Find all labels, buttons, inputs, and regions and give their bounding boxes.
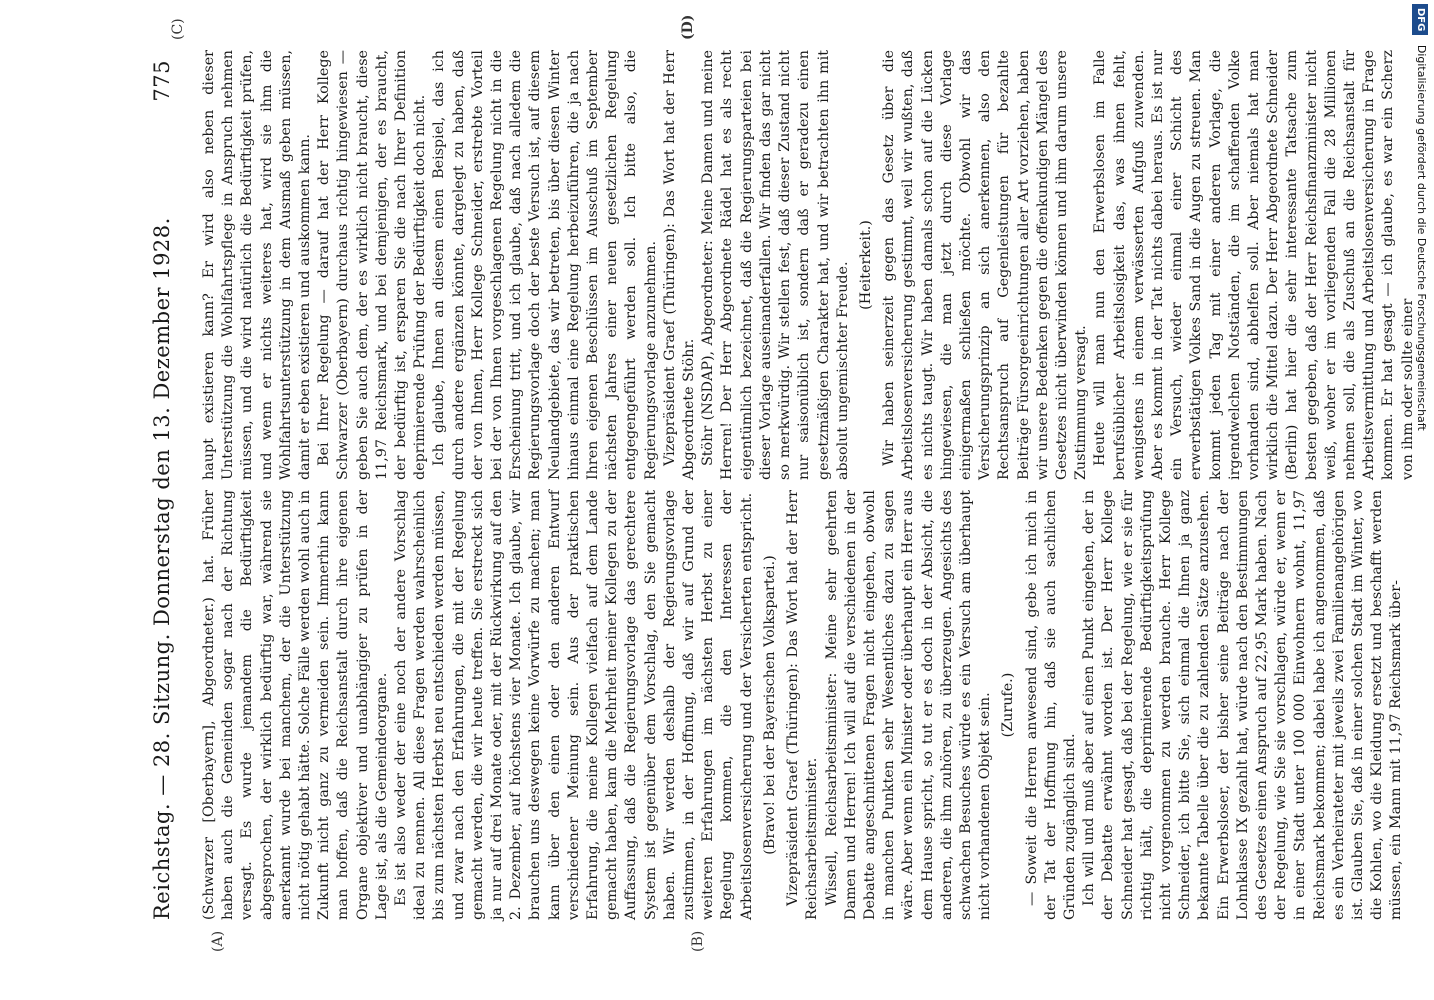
credit-text: Digitalisierung gefördert durch die Deutsche Forschungsgemeinschaft [1415, 44, 1428, 431]
left-paragraph-5: Ich will und muß aber auf einen Punkt eingehen, der in der Debatte erwähnt worden ist. Der Herr Kollege Schneider hat gesagt, daß bei der Regelung, wie er sie für richtig hält, die deprimierende Bedürftigkeitsprüfung nicht vorgenommen zu werden brauche. Herr Kollege Schneider, ich bitte Sie, sich einmal die Ihnen ja ganz bekannte Tabelle über die zu zahlenden Sätze anzusehen. Ein Erwerbsloser, der bisher seine Beiträge nach der Lohnklasse IX gezahlt hat, würde nach den Bestimmungen des Gesetzes einen Anspruch auf 22,95 Mark haben. Nach der Regelung, wie Sie sie vorschlagen, würde er, wenn er in einer Stadt unter 100 000 Einwohnern wohnt, 11,97 Reichsmark bekommen; dabei habe ich angenommen, daß es ein Verheirateter mit jeweils zwei Familienangehörigen ist. Glauben Sie, daß in einer solchen Stadt im Winter, wo die Kohlen, wo die Kleidung ersetzt und beschafft werden müssen, ein Mann mit 11,97 Reichsmark über- [1081, 490, 1405, 920]
page-number: 775 [150, 60, 174, 102]
left-paragraph-1: (Schwarzer [Oberbayern], Abgeordneter.) hat. Früher haben auch die Gemeinden sogar nach der Richtung versagt. Es wurde jemandem die Bedürftigkeit abgesprochen, der wirklich bedürftig war, während sie anerkannt wurde bei manchem, der die Unterstützung nicht nötig gehabt hätte. Solche Fälle werden wohl auch in Zukunft nicht ganz zu vermeiden sein. Immerhin kann man hoffen, daß die Reichsanstalt durch ihre eigenen Organe objektiver und unabhängiger zu prüfen in der Lage ist, als die Gemeindeorgane. [201, 490, 390, 920]
page-inner [70, 0, 1416, 1000]
right-paragraph-4: Stöhr (NSDAP), Abgeordneter: Meine Damen und meine Herren! Der Herr Abgeordnete Rädel hat es als recht eigentümlich bezeichnet, daß die Regierungsparteien bei dieser Vorlage auseinanderfallen. Wir finden das gar nicht so merkwürdig. Wir stellen fest, daß dieser Zustand nicht nur saisonüblich ist, sondern daß er geradezu einen gesetzmäßigen Charakter hat, und wir betrachten ihn mit absolut ungemischter Freude. [700, 50, 851, 480]
right-paragraph-1: haupt existieren kann? Er wird also neben dieser Unterstützung die Wohlfahrtspflege in Anspruch nehmen müssen, und die wird natürlich die Bedürftigkeit prüfen, und wenn er nichts weiteres hat, wird sie ihm die Wohlfahrtsunterstützung in dem Ausmaß geben müssen, damit er eben existieren und auskommen kann. [201, 50, 314, 480]
margin-mark-a: (A) [210, 930, 226, 952]
interjection-note: (Zurufe.) [1000, 672, 1017, 738]
left-paragraph-4: — Soweit die Herren anwesend sind, gebe ich mich in der Tat der Hoffnung hin, daß sie auch sachlichen Gründen zugänglich sind. [1023, 490, 1078, 920]
digitization-credit [1410, 4, 1432, 996]
president-remark-right: Vizepräsident Graef (Thüringen): Das Wort hat der Herr Abgeordnete Stöhr. [661, 50, 698, 480]
left-paragraph-3: Wissell, Reichsarbeitsminister: Meine sehr geehrten Damen und Herren! Ich will auf die verschiedenen in der Debatte angeschnittenen Fragen nicht eingehen, obwohl in manchen Punkten sehr Wesentliches dazu zu sagen wäre. Aber wenn ein Minister oder überhaupt ein Herr aus dem Hause spricht, so tut er es doch in der Absicht, die anderen, die ihm zuhören, zu überzeugen. Angesichts des schwachen Besuches würde es ein Versuch am überhaupt nicht vorhandenen Objekt sein. [823, 490, 994, 920]
right-paragraph-6: Heute will man nun den Erwerbslosen im Falle berufsüblicher Arbeitslosigkeit das, was ihnen fehlt, wenigstens in einem verwässerten Aufguß zuwenden. Aber es kommt in der Tat nichts dabei heraus. Es ist nur ein Versuch, wieder einmal einer Schicht des erwerbstätigen Volkes Sand in die Augen zu streuen. Man kommt jeden Tag mit einer anderen Vorlage, die irgendwelchen Notständen, die im schaffenden Volke vorhanden sind, abhelfen soll. Aber niemals hat man wirklich die Mittel dazu. Der Herr Abgeordnete Schneider (Berlin) hat hier die sehr interessante Tatsache zum besten gegeben, daß der Herr Reichsfinanzminister nicht weiß, woher er im vorliegenden Fall die 28 Millionen nehmen soll, die als Zuschuß an die Reichsanstalt für Arbeitsvermittlung und Arbeitslosenversicherung in Frage kommen. Er hat gesagt — ich glaube, es war ein Scherz von ihm oder sollte einer [1092, 50, 1416, 480]
credit-text-rotated [1410, 4, 1432, 996]
margin-mark-d: (D) [680, 14, 696, 40]
right-column [200, 50, 1416, 480]
dfg-logo-icon: DFG [1412, 4, 1428, 35]
running-header [150, 60, 190, 920]
laughter-note: (Heiterkeit.) [857, 220, 874, 310]
header-title: Reichstag. — 28. Sitzung. Donnerstag den 13. Dezember 1928. [150, 217, 174, 920]
rotated-scan-page [70, 0, 1416, 1000]
right-paragraph-5: Wir haben seinerzeit gegen das Gesetz über die Arbeitslosenversicherung gestimmt, weil wir wußten, daß es nichts taugt. Wir haben damals schon auf die Lücken hingewiesen, die man jetzt durch diese Vorlage einigermaßen schließen möchte. Obwohl wir das Versicherungsprinzip an sich anerkennen, also den Rechtsanspruch auf Gegenleistungen für bezahlte Beiträge Fürsorgeeinrichtungen aller Art vorziehen, haben wir unsere Bedenken gegen die offenkundigen Mängel des Gesetzes nicht überwinden können und ihm darum unsere Zustimmung versagt. [881, 50, 1090, 480]
margin-mark-b: (B) [690, 930, 706, 952]
left-column [200, 490, 1405, 920]
president-remark-left: Vizepräsident Graef (Thüringen): Das Wort hat der Herr Reichsarbeitsminister. [785, 490, 821, 920]
margin-mark-c: (C) [170, 18, 186, 40]
right-paragraph-2: Bei Ihrer Regelung — darauf hat der Herr Kollege Schwarzer (Oberbayern) durchaus richtig hingewiesen — geben Sie auch dem, der es wirklich nicht braucht, diese 11,97 Reichsmark, und bei demjenigen, der es braucht, der bedürftig ist, ersparen Sie die nach Ihrer Definition deprimierende Prüfung der Bedürftigkeit doch nicht. [316, 50, 429, 480]
applause-note: (Bravo! bei der Bayerischen Volkspartei.) [761, 555, 778, 855]
right-paragraph-3: Ich glaube, Ihnen an diesem einen Beispiel, das ich durch andere ergänzen könnte, dargelegt zu haben, daß der von Ihnen, Herr Kollege Schneider, erstrebte Vorteil bei der von Ihnen vorgeschlagenen Regelung nicht in die Erscheinung tritt, und ich glaube, daß nach alledem die Regierungsvorlage doch der beste Versuch ist, auf diesem Neulandgebiete, das wir betreten, bis über diesen Winter hinaus einmal eine Regelung herbeizuführen, die ja nach Ihren eigenen Beschlüssen im Ausschuß im September nächsten Jahres einer neuen gesetzlichen Regelung entgegengeführt werden soll. Ich bitte also, die Regierungsvorlage anzunehmen. [431, 50, 659, 480]
left-paragraph-2: Es ist also weder der eine noch der andere Vorschlag ideal zu nennen. All diese Fragen werden wahrscheinlich bis zum nächsten Herbst neu entschieden werden müssen, und zwar nach den Erfahrungen, die mit der Regelung gemacht werden, die wir heute treffen. Sie erstreckt sich ja nur auf drei Monate oder, mit der Rückwirkung auf den 2. Dezember, auf höchstens vier Monate. Ich glaube, wir brauchen uns deswegen keine Vorwürfe zu machen; man kann über den einen oder den anderen Entwurf verschiedener Meinung sein. Aus der praktischen Erfahrung, die meine Kollegen vielfach auf dem Lande gemacht haben, kam die Mehrheit meiner Kollegen zu der Auffassung, daß die Regierungsvorlage das gerechtere System ist gegenüber dem Vorschlag, den Sie gemacht haben. Wir werden deshalb der Regierungsvorlage zustimmen, in der Hoffnung, daß wir auf Grund der weiteren Erfahrungen im nächsten Herbst zu einer Regelung kommen, die den Interessen der Arbeitslosenversicherung und der Versicherten entspricht. [393, 490, 755, 920]
